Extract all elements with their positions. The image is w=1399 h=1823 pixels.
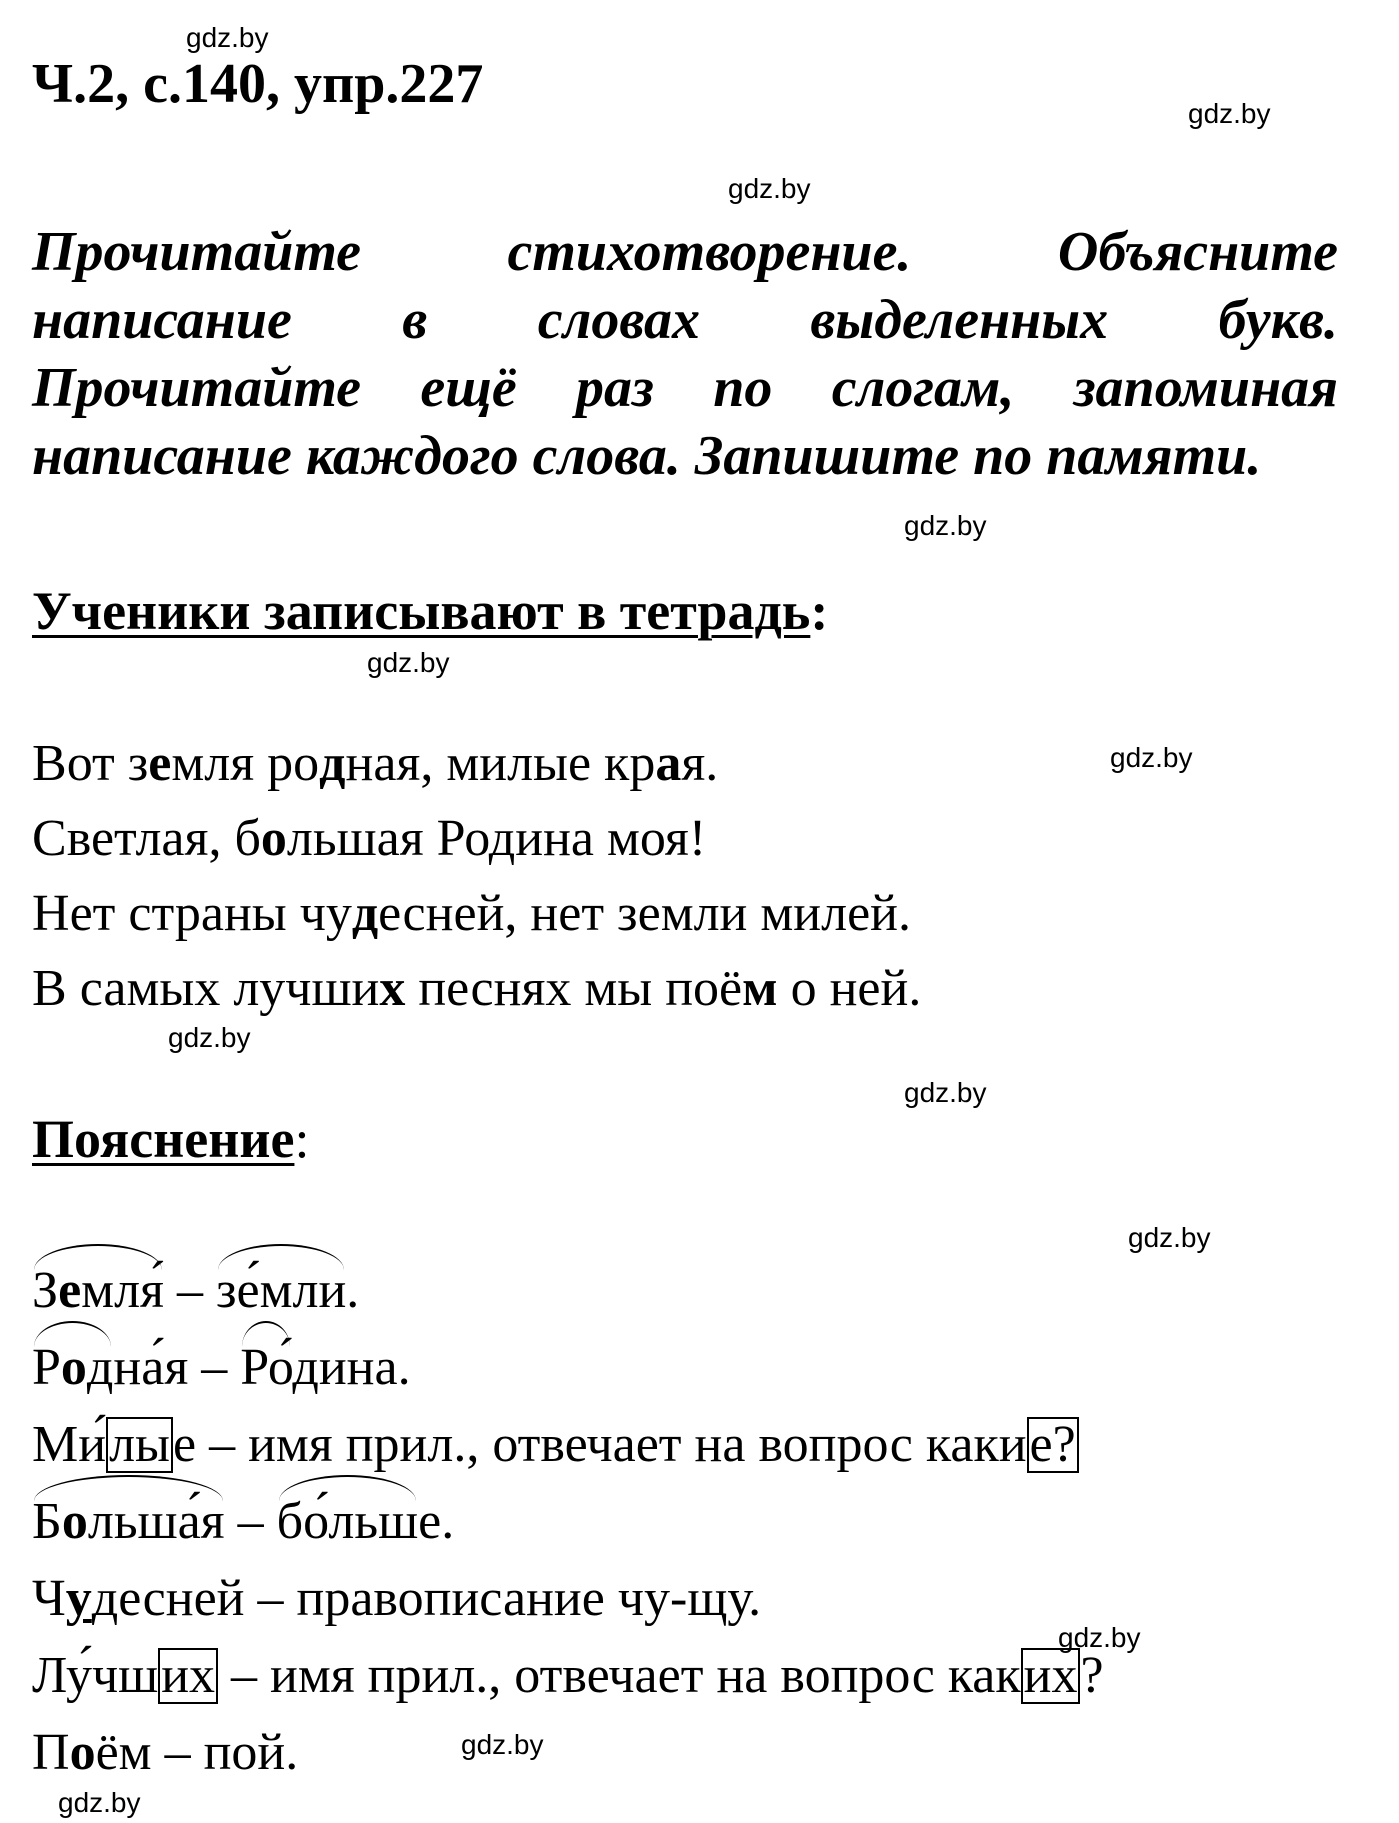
task-instructions bbox=[32, 218, 1338, 490]
task-line: написание в словах выделенных букв. bbox=[32, 289, 1338, 351]
poem-line: Нет страны чудесней, нет земли милей. bbox=[32, 885, 911, 942]
task-line: написание каждого слова. Запишите по памяти. bbox=[32, 425, 1262, 487]
ending-box: лы bbox=[106, 1417, 173, 1473]
poem-line: Светлая, большая Родина моя! bbox=[32, 810, 707, 867]
section-heading-explanation bbox=[32, 1109, 310, 1169]
explanation-line: Лучших – имя прил., отвечает на вопрос каких? bbox=[32, 1647, 1104, 1704]
poem bbox=[32, 726, 921, 1026]
poem-line: В самых лучших песнях мы поём о ней. bbox=[32, 960, 922, 1017]
ending-box: их bbox=[158, 1648, 218, 1704]
watermark: gdz.by bbox=[367, 647, 450, 678]
ending-box: их bbox=[1021, 1648, 1081, 1704]
explanation-list bbox=[32, 1252, 1104, 1791]
watermark: gdz.by bbox=[904, 510, 987, 541]
watermark: gdz.by bbox=[904, 1077, 987, 1108]
explanation-line: Милые – имя прил., отвечает на вопрос какие? bbox=[32, 1406, 1104, 1483]
watermark: gdz.by bbox=[461, 1729, 544, 1760]
watermark: gdz.by bbox=[728, 173, 811, 204]
root-arc bbox=[218, 1244, 344, 1270]
poem-line: Вот земля родная, милые края. bbox=[32, 735, 719, 792]
watermark: gdz.by bbox=[1188, 98, 1271, 129]
section-heading-colon: : bbox=[294, 1109, 310, 1169]
watermark: gdz.by bbox=[168, 1022, 251, 1053]
explanation-line: Земля – земли. bbox=[32, 1252, 1104, 1329]
section-heading-notebook bbox=[32, 581, 829, 641]
root-arc bbox=[34, 1244, 162, 1270]
watermark: gdz.by bbox=[1128, 1222, 1211, 1253]
section-heading-colon: : bbox=[810, 581, 829, 641]
watermark: gdz.by bbox=[1058, 1622, 1141, 1653]
watermark: gdz.by bbox=[186, 22, 269, 53]
explanation-line: Чудесней – правописание чу-щу. bbox=[32, 1570, 762, 1627]
task-line: Прочитайте стихотворение. Объясните bbox=[32, 221, 1338, 283]
ending-box: е? bbox=[1027, 1417, 1079, 1473]
task-line: Прочитайте ещё раз по слогам, запоминая bbox=[32, 357, 1338, 419]
explanation-line: Поём – пой. bbox=[32, 1724, 299, 1781]
section-heading-text: Ученики записывают в тетрадь bbox=[32, 581, 811, 641]
section-heading-text: Пояснение bbox=[32, 1109, 295, 1169]
exercise-title: Ч.2, с.140, упр.227 bbox=[32, 53, 484, 115]
watermark: gdz.by bbox=[58, 1787, 141, 1818]
explanation-line: Родная – Родина. bbox=[32, 1329, 1104, 1406]
watermark: gdz.by bbox=[1110, 742, 1193, 773]
explanation-line: Большая – больше. bbox=[32, 1483, 1104, 1560]
